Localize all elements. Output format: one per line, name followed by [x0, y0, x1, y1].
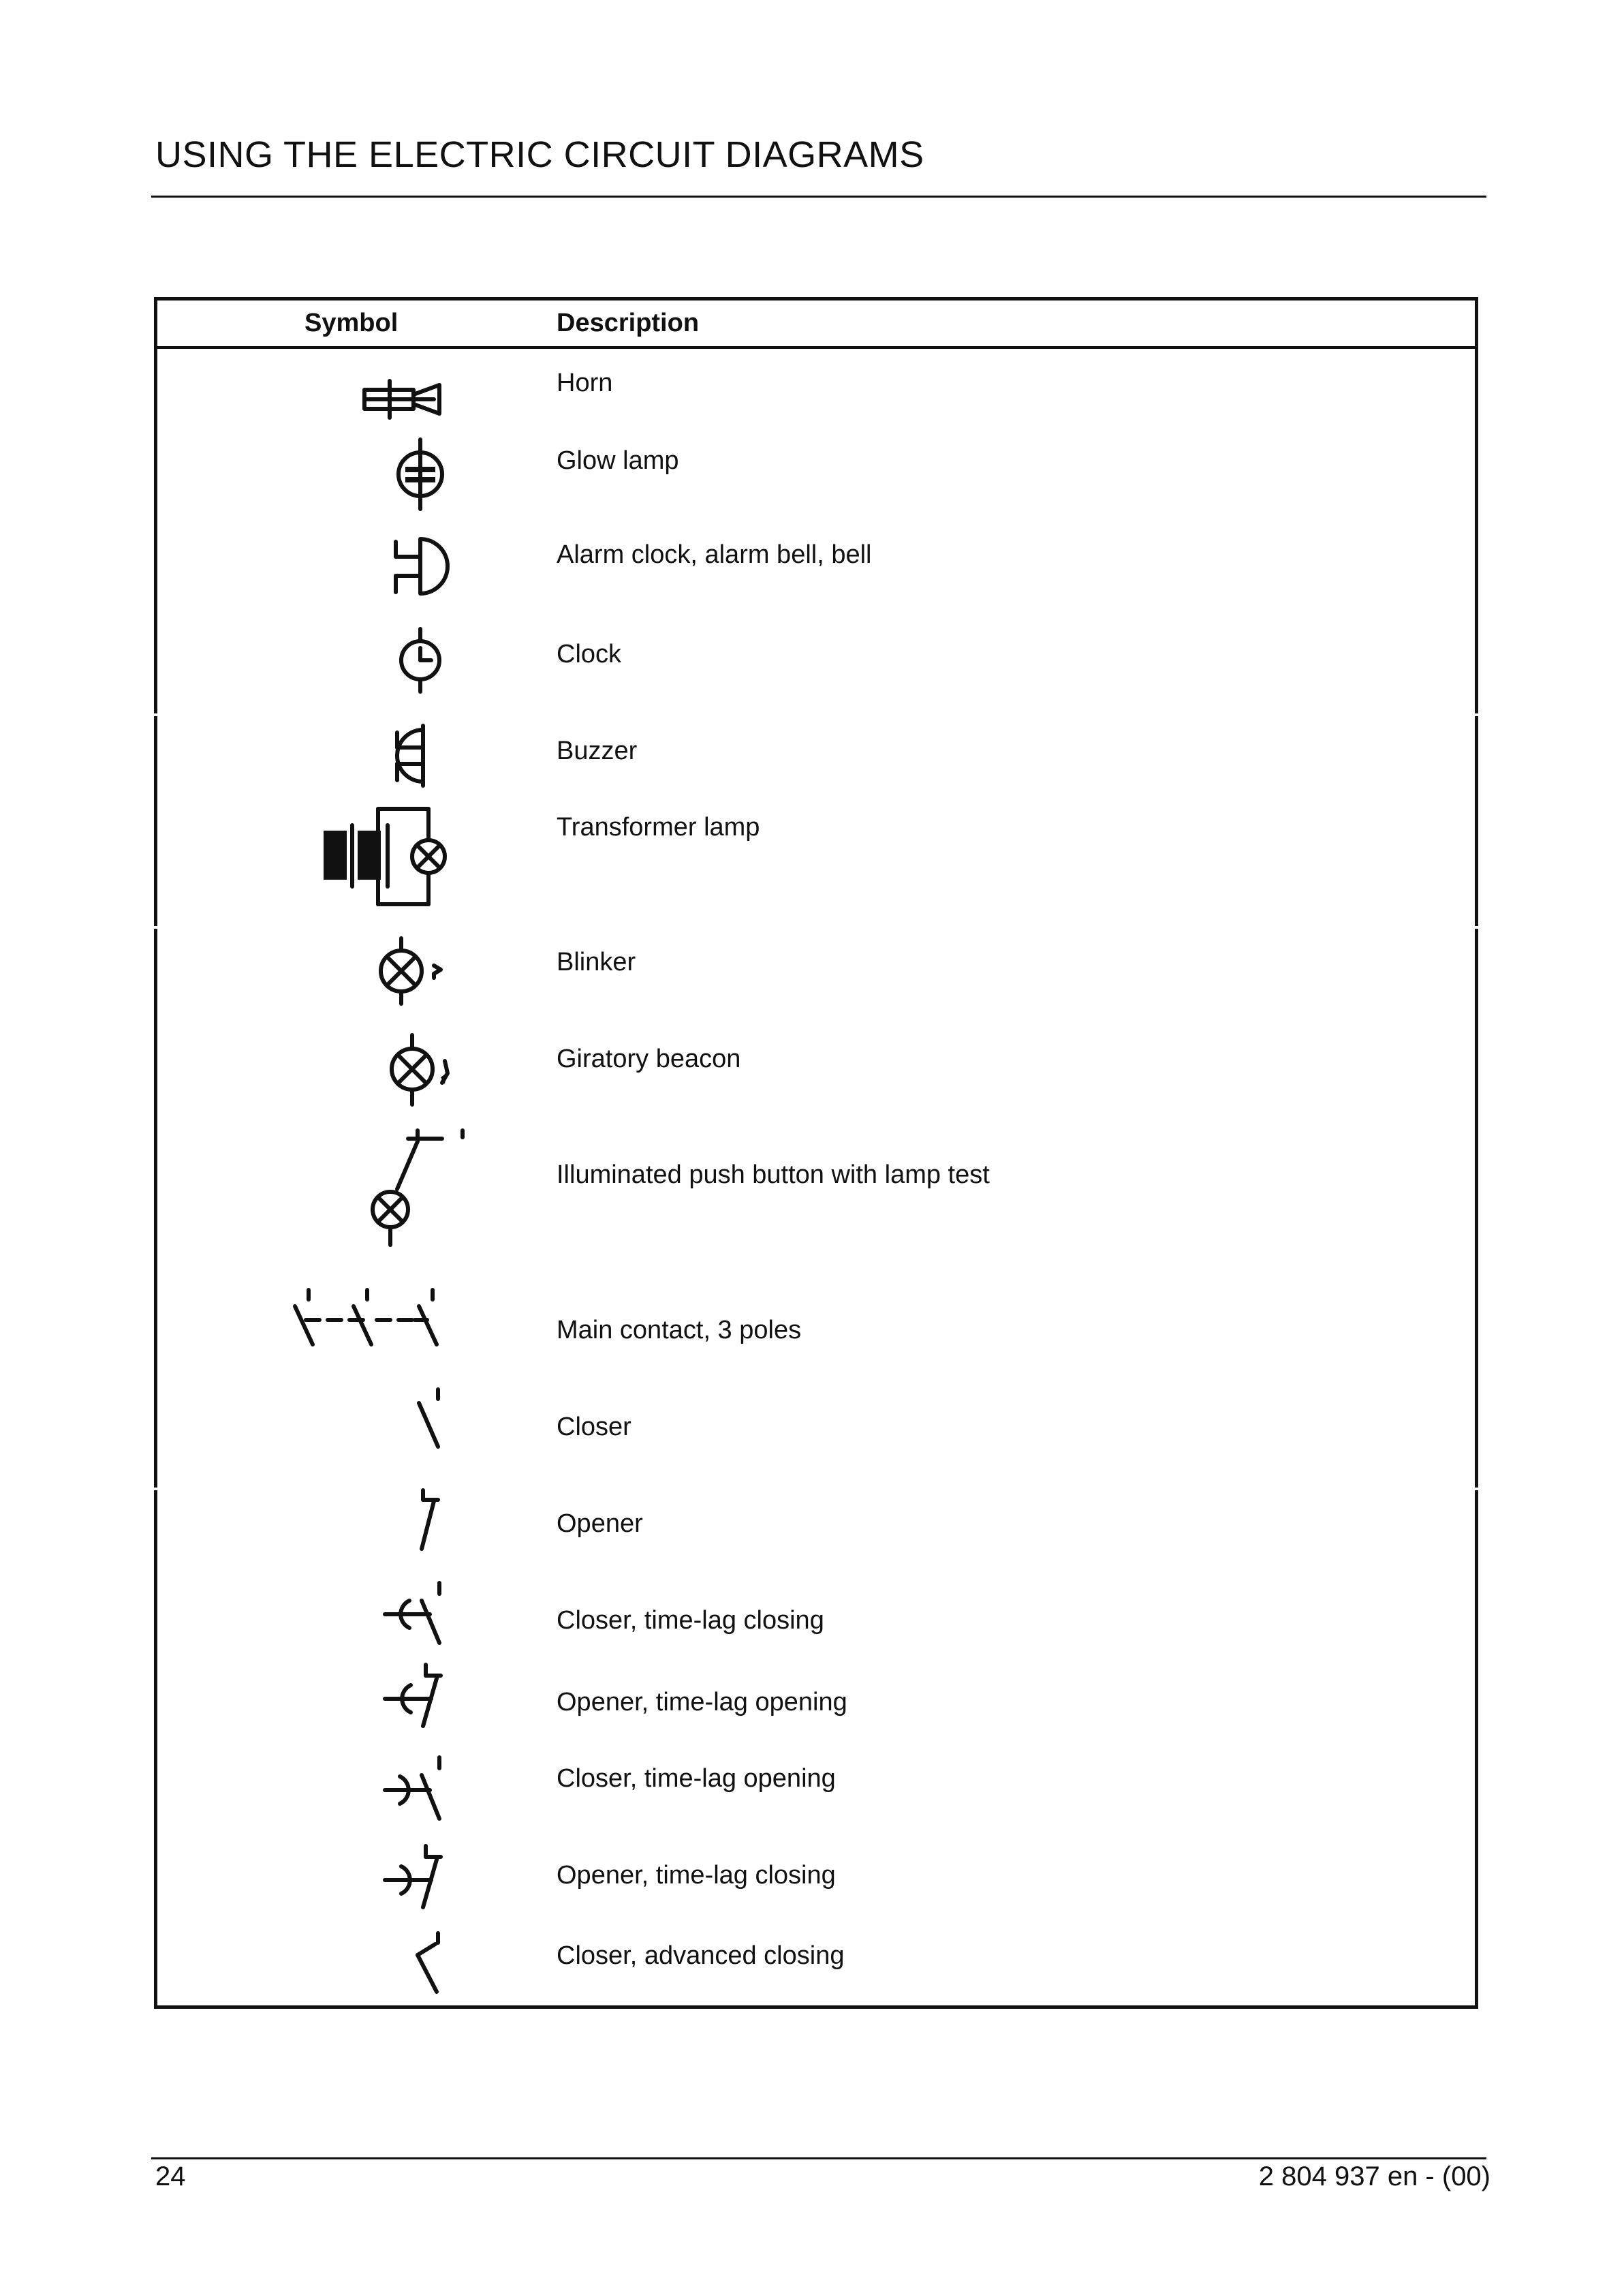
border-gap — [1473, 1488, 1479, 1490]
table-row-description: Buzzer — [557, 737, 638, 765]
table-row-description: Illuminated push button with lamp test — [557, 1160, 990, 1189]
table-row-description: Opener, time-lag opening — [557, 1688, 847, 1716]
table-row-description: Horn — [557, 369, 613, 397]
opener-time-lag-closing-icon — [375, 1842, 464, 1917]
header-rule — [157, 346, 1475, 349]
horn-icon — [359, 375, 454, 423]
closer-icon — [409, 1385, 464, 1453]
border-gap — [153, 713, 159, 716]
alarm-bell-icon — [379, 529, 461, 604]
glow-lamp-icon — [379, 437, 461, 512]
border-gap — [153, 1488, 159, 1490]
closer-advanced-closing-icon — [403, 1929, 464, 1997]
symbol-table — [154, 297, 1478, 2009]
page-number: 24 — [155, 2161, 186, 2191]
table-row-description: Main contact, 3 poles — [557, 1316, 802, 1344]
border-gap — [153, 926, 159, 929]
title-rule — [151, 196, 1486, 198]
description-column-header: Description — [557, 309, 700, 337]
opener-time-lag-opening-icon — [375, 1661, 464, 1736]
blinker-icon — [366, 934, 461, 1009]
table-row-description: Opener, time-lag closing — [557, 1861, 836, 1890]
giratory-beacon-icon — [375, 1031, 464, 1113]
closer-time-lag-opening-icon — [375, 1753, 464, 1828]
opener-icon — [409, 1486, 464, 1554]
table-row-description: Closer, time-lag closing — [557, 1606, 824, 1635]
main-contact-3-poles-icon — [287, 1286, 457, 1361]
table-row-description: Opener — [557, 1509, 643, 1538]
closer-time-lag-closing-icon — [375, 1579, 464, 1654]
buzzer-icon — [379, 719, 461, 794]
illuminated-push-button-icon — [362, 1128, 471, 1250]
transformer-lamp-icon — [318, 802, 461, 911]
page-title: USING THE ELECTRIC CIRCUIT DIAGRAMS — [155, 134, 924, 175]
document-reference: 2 804 937 en - (00) — [1258, 2161, 1490, 2191]
symbol-column-header: Symbol — [304, 309, 399, 337]
table-row-description: Closer — [557, 1413, 631, 1441]
table-row-description: Transformer lamp — [557, 813, 760, 842]
clock-icon — [379, 623, 461, 698]
table-row-description: Giratory beacon — [557, 1045, 741, 1073]
table-row-description: Glow lamp — [557, 446, 679, 475]
table-row-description: Alarm clock, alarm bell, bell — [557, 540, 872, 569]
border-gap — [1473, 926, 1479, 929]
table-row-description: Blinker — [557, 948, 636, 976]
table-row-description: Closer, advanced closing — [557, 1941, 845, 1970]
border-gap — [1473, 713, 1479, 716]
table-row-description: Clock — [557, 640, 622, 668]
table-row-description: Closer, time-lag opening — [557, 1764, 836, 1793]
footer-rule — [151, 2157, 1486, 2159]
